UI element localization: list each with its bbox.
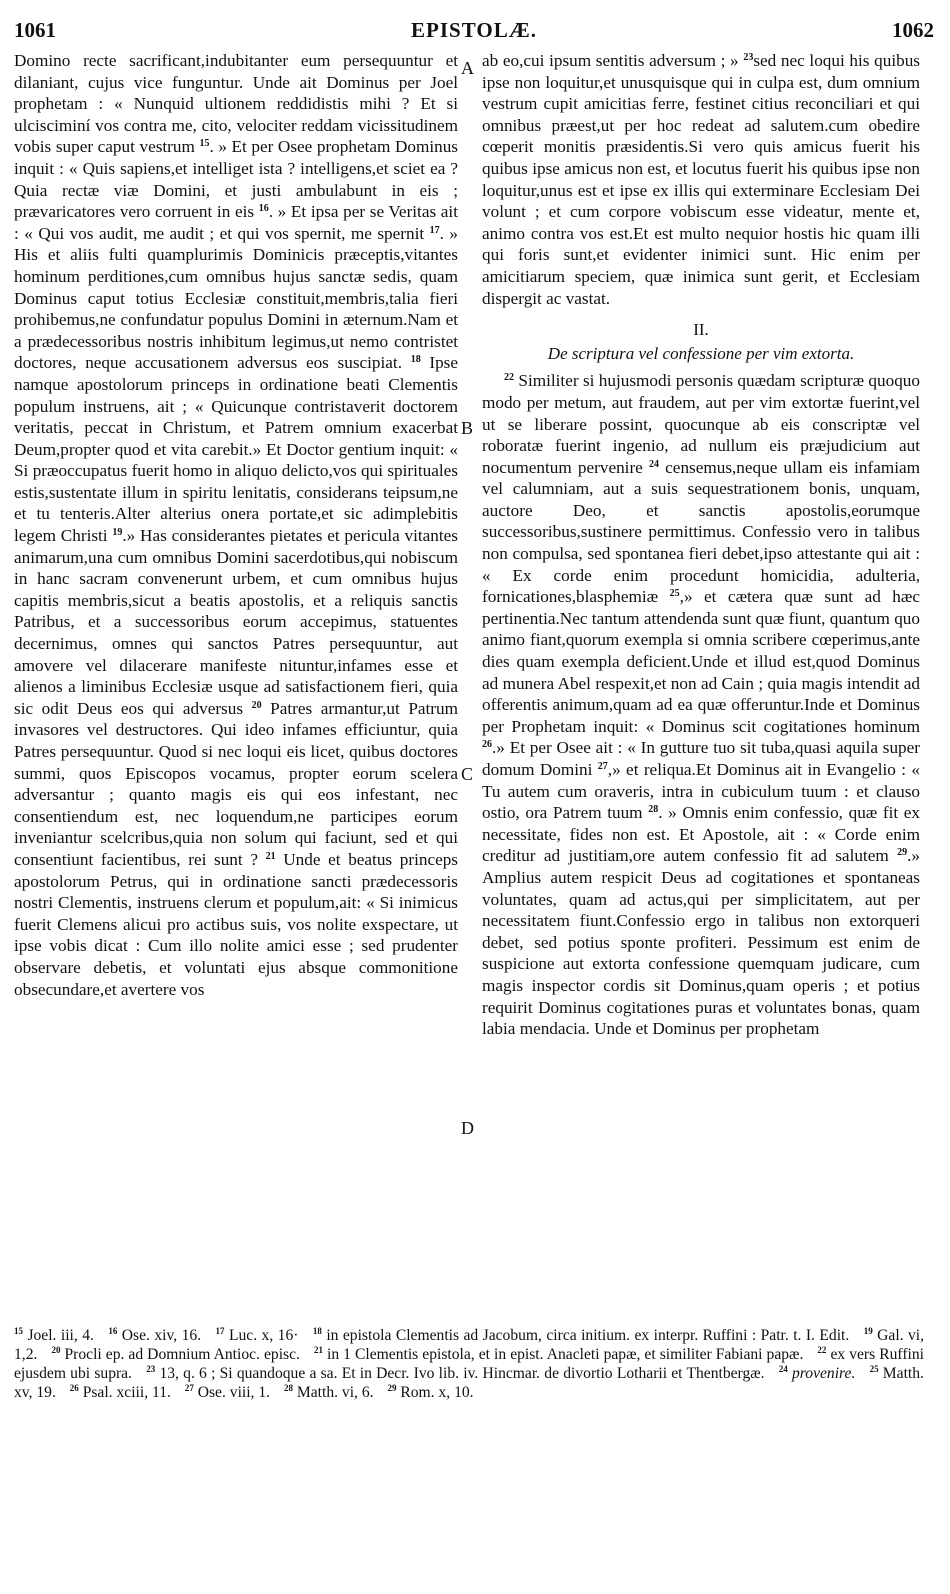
footnote-marker: 19	[863, 1326, 873, 1336]
footnote-text: Ose. viii, 1.	[197, 1384, 271, 1401]
footnote-marker: 27	[184, 1383, 194, 1393]
footnote-text: Matth. xv, 19.	[14, 1365, 924, 1401]
right-column	[482, 50, 920, 1040]
note-ref: 20	[251, 699, 262, 711]
footnote-marker: 24	[778, 1364, 788, 1374]
page-header	[14, 18, 934, 48]
footnote-text: Rom. x, 10.	[400, 1384, 474, 1401]
footnote	[314, 1346, 803, 1363]
footnote-marker: 18	[312, 1326, 322, 1336]
page-number-left: 1061	[14, 18, 56, 42]
text-run: ,» et reliqua.Et Dominus ait in Evangelio : « Tu autem cum oraveris, intra in cubiculum tuum : et clauso ostio, ora Patrem tuum	[482, 760, 920, 823]
footnote-text: Procli ep. ad Domnium Antioc. episc.	[64, 1346, 300, 1363]
margin-marker-d: D	[461, 1118, 474, 1138]
note-ref: 17	[429, 224, 440, 236]
footnote	[108, 1327, 201, 1344]
note-ref: 26	[482, 739, 492, 751]
footnote-marker: 22	[817, 1345, 827, 1355]
text-run: ab eo,cui ipsum sentitis adversum ; »	[482, 51, 744, 70]
footnote-marker: 29	[387, 1383, 397, 1393]
text-run: Patres armantur,ut Patrum invasores vel destructores. Qui ideo infames efficiuntur, quia Patres persequuntur. Quod si nec loqui eis licet, quibus doctores summi, quos Episcopos vocamus, propter eorum scelera adversantur ; quanto magis eis qui eos infestant, nec consentiendum est, nec loquendum,ne participes eorum inveniantur scelcribus,quia non solum qui faciunt, sed et qui consentiunt facientibus, rei sunt ?	[14, 698, 458, 869]
left-paragraph	[14, 50, 458, 1000]
text-run: Unde et beatus princeps apostolorum Petrus, qui in ordinatione sancti prædecessoris nostri Clementis, instruens clerum et populum,ait: « Si inimicus fuerit Clemens alicui pro actibus suis, vos nolite exspectare, ut ipse vobis dicat : Cum illo nolite amici esse ; sed prudenter observare debetis, et voluntati ejus absque commonitione obsecundare,et avertere vos	[14, 849, 458, 999]
text-run: .» Amplius autem respicit Deus ad cogitationes et spontaneas voluntates, quam ad actus,qui per simplicitatem, aut per necessitatem fiunt.Confessio ergo in talibus non extorqueri debet, sed potius sponte profiteri. Pessimum est enim de suspicione aut extorta confessione quemquam judicare, cum magis inspector cordis sit Dominus,quam operis ; et potius requirit Dominus cogitationes puras et voluntates bonas, quam labia mendacia. Unde et Dominus per prophetam	[482, 846, 920, 1039]
footnote	[284, 1384, 374, 1401]
footnote	[313, 1327, 849, 1344]
text-run: . » Omnis enim confessio, quæ fit ex necessitate, fides non est. Et Apostole, ait : « Corde enim creditur ad justitiam,ore autem confessio fit ad salutem	[482, 803, 920, 866]
footnote-marker: 23	[146, 1364, 156, 1374]
text-run: censemus,neque ullam eis infamiam vel calumniam, aut a suis sequestrationem bonis, unquam, auctore Deo, et sanctis apostolis,eorumque successoribus,sustinere permittimus. Confessio vero in talibus non compulsa, sed spontanea fieri debet,ipso attestante qui ait : « Ex corde enim procedunt homicidia, adulteria, fornicationes,blasphemiæ	[482, 457, 920, 607]
footnote	[185, 1384, 270, 1401]
note-ref: 15	[199, 138, 210, 150]
footnote	[146, 1365, 764, 1382]
text-run: .» Et per Osee ait : « In gutture tuo sit tuba,quasi aquila super domum Domini	[482, 738, 920, 779]
footnote-text: Ose. xiv, 16.	[121, 1327, 202, 1344]
text-run: .» Has considerantes pietates et pericula vitantes animarum,una cum omnibus Domini sacerdotibus,qui nobiscum in hanc sacram convenerunt urbem, et cum omnibus hujus capitis membris,sicut a beatis apostolis, et a reliquis sanctis Patribus, et a successoribus eorum accepimus, statuentes decernimus, omnes qui sanctos Patres persequuntur, aut amovere vel dilacerare manifeste nituntur,infames esse et alienos a liminibus Ecclesiæ usque ad satisfactionem fieri, quia sic odit Deus eos qui adversus	[14, 526, 458, 718]
right-paragraph	[482, 50, 920, 309]
footnote-text: Luc. x, 16·	[228, 1327, 299, 1344]
footnote	[216, 1327, 299, 1344]
note-ref: 27	[597, 761, 608, 772]
text-run: ,» et cætera quæ sunt ad hæc pertinentia.Nec tantum attendenda sunt quæ fiunt, quantum quo animo fiant,quorum exempla si omnia scribere cœperimus,ante dies quam exempla deficient.Unde et illud est,quod Dominus ad munera Abel respexit,et non ad Cain ; quia magis intendit ad offerentis animum,quam ad ea quæ offeruntur.Inde et Dominus per Prophetam inquit: « Dominus scit cogitationes hominum	[482, 587, 920, 736]
running-title: EPISTOLÆ.	[411, 18, 537, 42]
note-ref: 22	[504, 372, 514, 384]
footnote-text: in 1 Clementis epistola, et in epist. Anacleti papæ, et similiter Fabiani papæ.	[327, 1346, 804, 1363]
footnotes	[14, 1326, 924, 1402]
footnote	[779, 1365, 856, 1382]
margin-marker-c: C	[461, 764, 474, 784]
margin-marker-b: B	[461, 418, 474, 438]
note-ref: 18	[410, 354, 421, 366]
note-ref: 29	[897, 847, 908, 859]
footnote-marker: 28	[283, 1383, 293, 1393]
text-run: Ipse namque apostolorum princeps in ordinatione beati Clementis populum instruens, ait ; « Quicunque contristaverit doctorem veritatis, peccat in Christum, et Patrem omnium exacerbat Deum,propter quod et vita carebit.» Et Doctor gentium inquit: « Si præoccupatus fuerit homo in aliquo delicto,vos qui spirituales estis,sustentate illum in spiritu lenitatis, considerans teipsum,ne et tu tenteris.Alter alterius onera portate,et sic adimplebitis legem Christi	[14, 353, 459, 546]
note-ref: 21	[265, 850, 276, 862]
footnote	[14, 1327, 94, 1344]
note-ref: 16	[258, 203, 269, 215]
text-run: . » Et ipsa per se Veritas ait : « Qui vos audit, me audit ; et qui vos spernit, me spernit	[14, 202, 458, 243]
note-ref: 23	[743, 52, 754, 63]
text-run: Similiter si hujusmodi personis quædam scripturæ quoquo modo per metum, aut fraudem, aut per vim extortæ fuerint,vel ut se liberare possint, quocunque ab eis conscriptæ vel roboratæ fuerint ingenio, ad nullum eis præjudicium aut nocumentum pervenire	[482, 371, 920, 477]
footnote-marker: 26	[69, 1383, 79, 1393]
text-run: sed nec loqui his quibus ipse non loquitur,et unusquisque qui in culpa est, dum omnium vestrum cupit amicitias ferre, festinet citius reconciliari et qui omnibus præest,ut per hoc redeat ad salutem.cum obedire cœperit monitis præsidentis.Si vero quis amicus fuerit his quibus ipse amicus non est, et locutus fuerit his quibus ipse non loquitur,unus est et ipse ex illis qui exterminare Ecclesiam Dei volunt ; et cum corpore vobiscum esse videatur, mente et, animo contra vos est.Et est multo nequior hostis hic quam illi qui foris sunt,et evidenter inimici sunt. Hic enim per amicitiarum speciem, quæ inimica sunt gerit, et Ecclesiam dispergit ac vastat.	[482, 51, 920, 308]
note-ref: 24	[649, 458, 659, 470]
footnote-text: Matth. vi, 6.	[296, 1384, 374, 1401]
footnote-marker: 16	[108, 1326, 118, 1336]
page-number-right: 1062	[892, 18, 934, 42]
section-number: II.	[693, 320, 709, 340]
left-column	[14, 50, 458, 1000]
footnote-marker: 25	[869, 1364, 879, 1374]
note-ref: 25	[669, 588, 680, 600]
footnote	[70, 1384, 171, 1401]
footnote	[51, 1346, 299, 1363]
footnote-text: Gal. vi, 1,2.	[14, 1327, 925, 1363]
note-ref: 19	[112, 527, 123, 539]
footnote-text: Joel. iii, 4.	[27, 1327, 94, 1344]
text-run: Domino recte sacrificant,indubitanter eum persequuntur et dilaniant, cujus vice funguntur. Unde ait Dominus per Joel prophetam : « Nunquid ultionem reddidistis mihi ? Et si ulcisciminí vos contra me, cito, velociter reddam vicissitudinem vobis super caput vestrum	[14, 51, 458, 157]
footnote-text: Psal. xciii, 11.	[82, 1384, 171, 1401]
footnote-marker: 20	[51, 1345, 61, 1355]
footnote-marker: 15	[14, 1326, 23, 1336]
text-run: . » Et per Osee prophetam Dominus inquit : « Quis sapiens,et intelliget ista ? intelligens,et sciet ea ? Quia rectæ viæ Domini, et justi ambulabunt in eis ; prævaricatores vero corruent in eis	[14, 137, 458, 222]
right-paragraph	[482, 370, 920, 1039]
footnote-text: 13, q. 6 ; Si quandoque a sa. Et in Decr. Ivo lib. iv. Hincmar. de divortio Lotharii et Thentbergæ.	[159, 1365, 765, 1382]
margin-marker-a: A	[461, 58, 474, 78]
text-run: . » His et aliis fulti quamplurimis Dominicis præceptis,vitantes hominum perditiones,cum omnibus hujus sanctæ sedis, quam Dominus caput totius Ecclesiæ constituit,membris,talia fieri prohibemus,ne confundatur populus Domini in æternum.Nam et a prædecessoribus nostris inhibitum legimus,ut nemo contristet doctores, neque accusationem adversus eos suscipiat.	[14, 223, 458, 373]
footnote-text: provenire.	[791, 1365, 856, 1382]
footnote	[387, 1384, 473, 1401]
section-title: De scriptura vel confessione per vim extorta.	[547, 343, 855, 363]
footnote-marker: 17	[215, 1326, 225, 1336]
note-ref: 28	[648, 804, 659, 816]
footnote-text: ex vers Ruffini ejusdem ubi supra.	[14, 1346, 924, 1382]
footnote-text: in epistola Clementis ad Jacobum, circa initium. ex interpr. Ruffini : Patr. t. I. Edit.	[326, 1327, 850, 1344]
footnote-marker: 21	[313, 1345, 323, 1355]
